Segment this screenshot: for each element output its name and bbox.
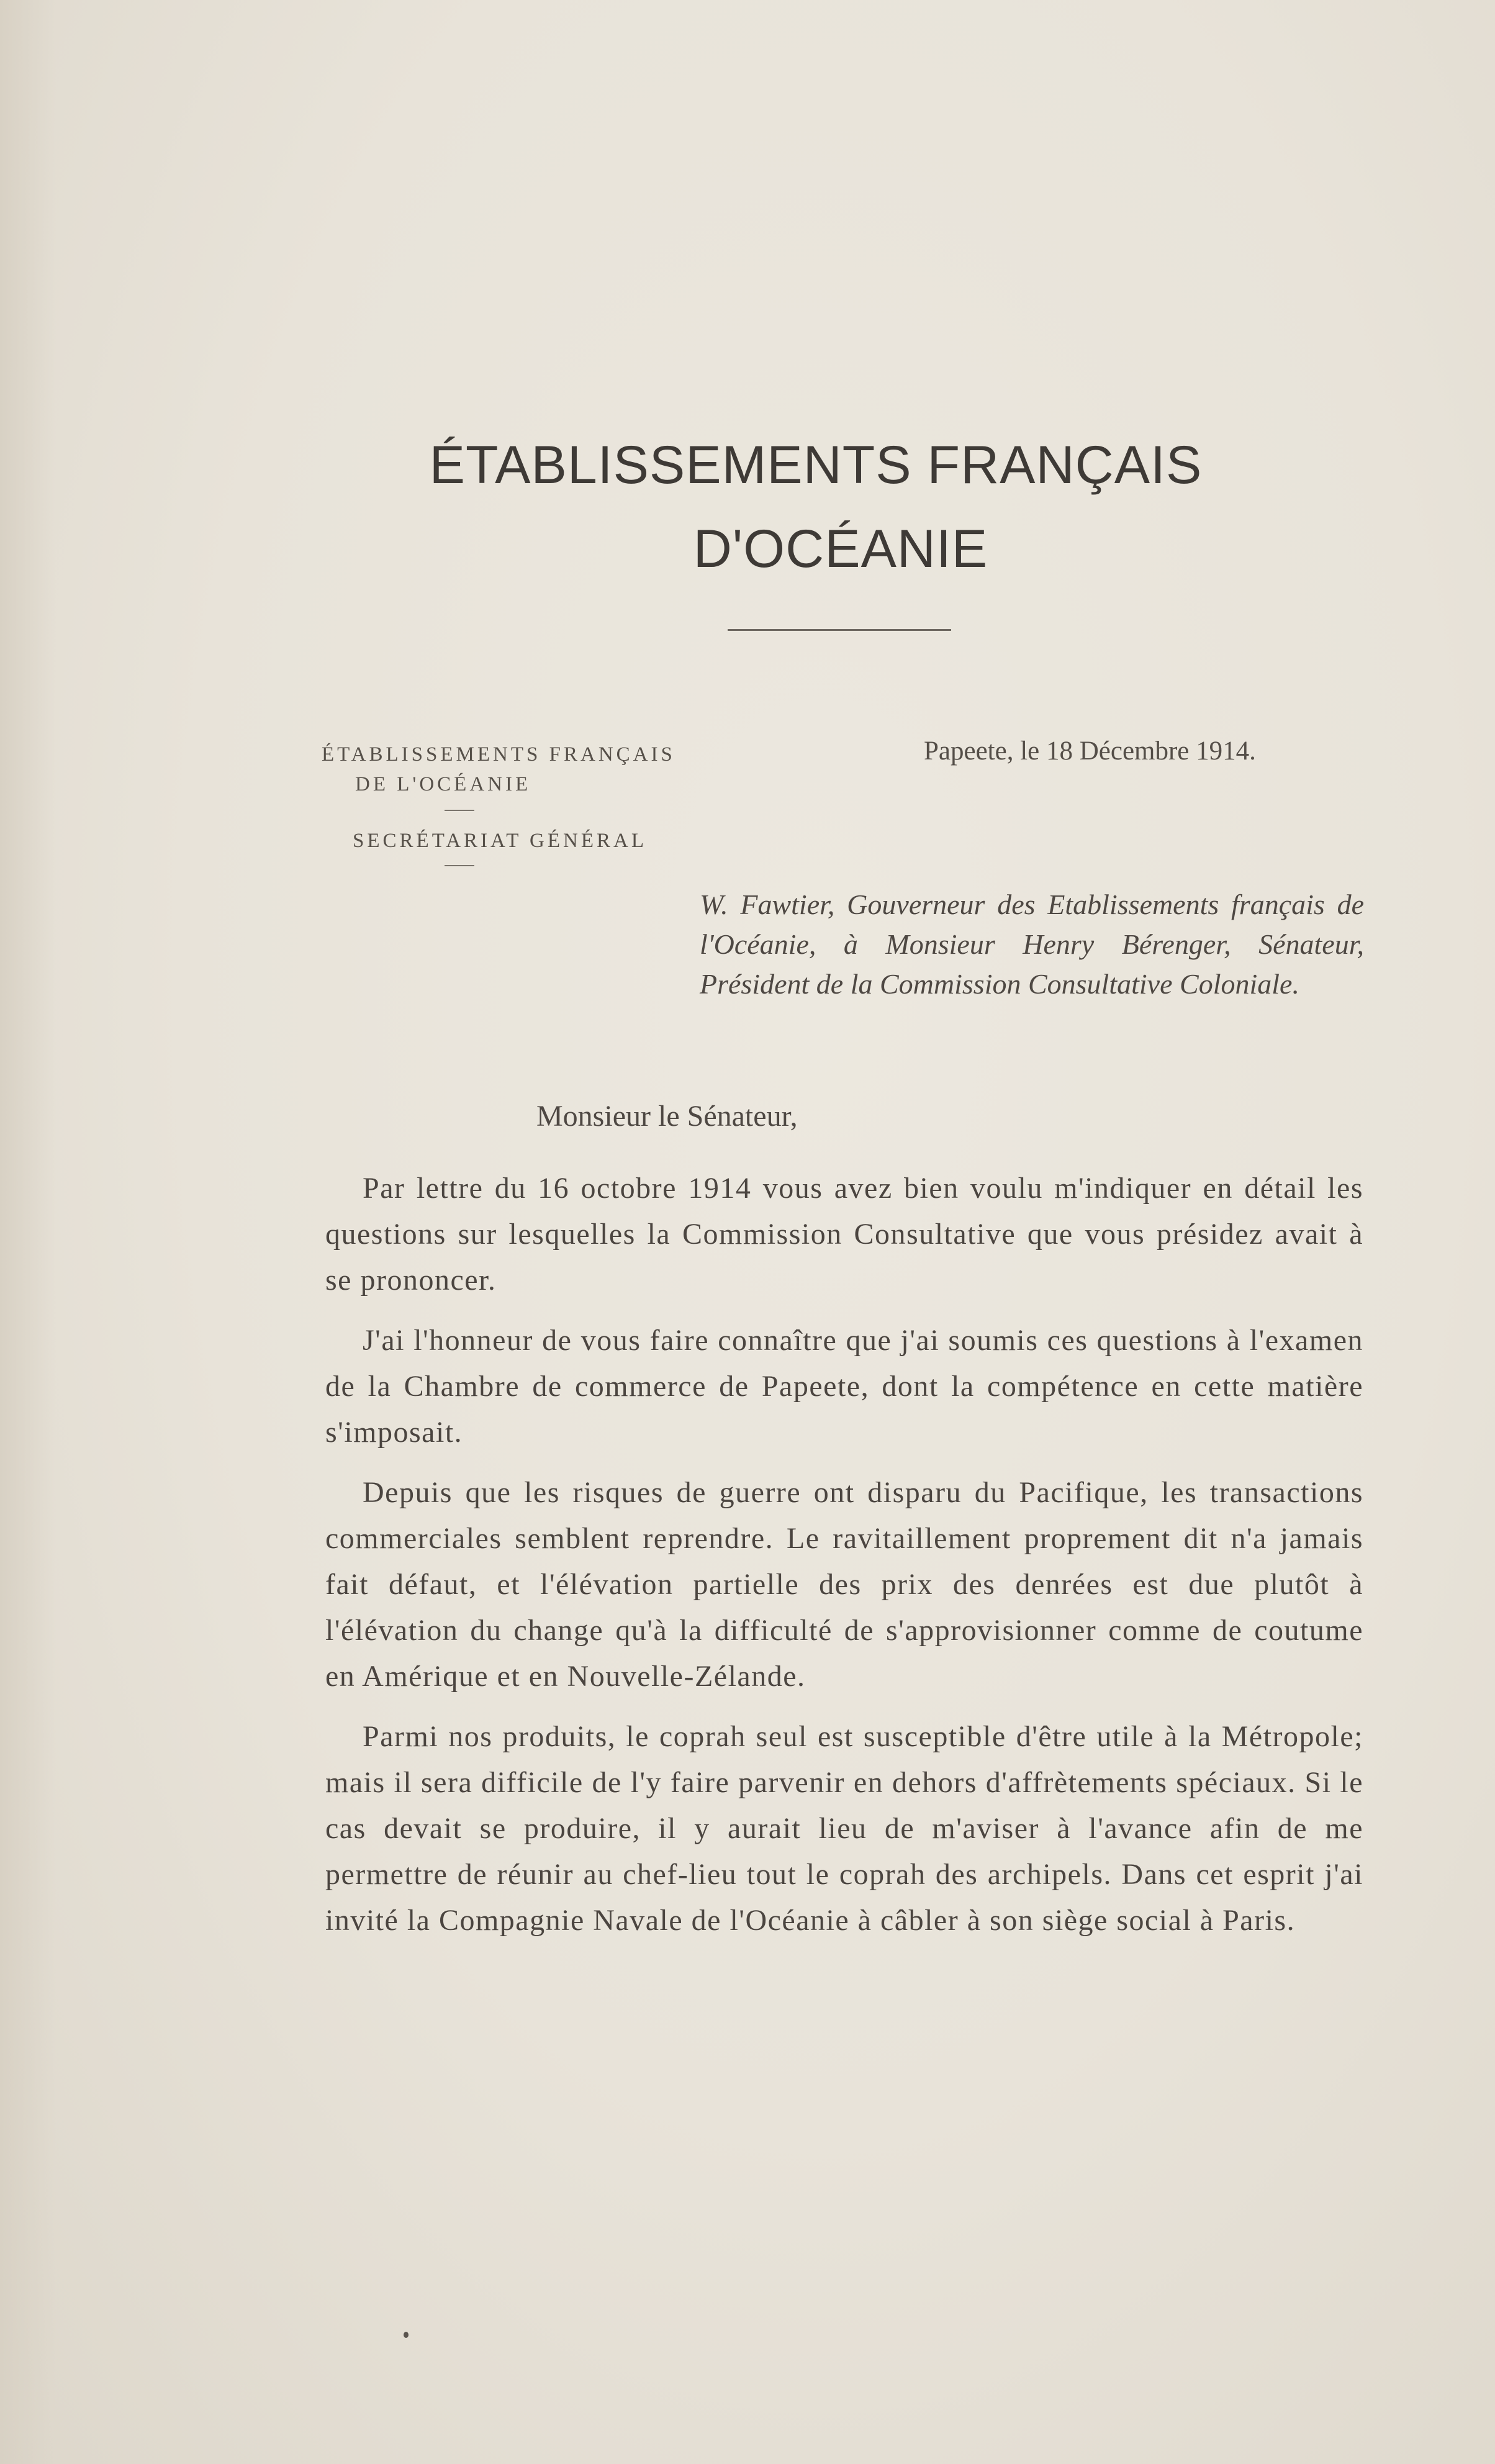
letter-salutation: Monsieur le Sénateur, <box>536 1100 798 1133</box>
paper-speck <box>404 2332 409 2338</box>
letter-address-block: W. Fawtier, Gouverneur des Etablissements français de l'Océanie, à Monsieur Henry Bérenger, Sénateur, Président de la Commission Consultative Coloniale. <box>700 889 1364 1000</box>
body-paragraph-1: Par lettre du 16 octobre 1914 vous avez bien voulu m'indiquer en détail les questions sur lesquelles la Commission Consultative que vous présidez avait à se prononcer. <box>325 1172 1363 1297</box>
letterhead-divider-1 <box>445 810 474 811</box>
letterhead-department: SECRÉTARIAT GÉNÉRAL <box>353 830 648 852</box>
body-paragraph-2: J'ai l'honneur de vous faire connaître que j'ai soumis ces questions à l'examen de la Chambre de commerce de Papeete, dont la compétence en cette matière s'imposait. <box>325 1324 1363 1449</box>
body-paragraph-4: Parmi nos produits, le coprah seul est susceptible d'être utile à la Métropole; mais il sera difficile de l'y faire parvenir en dehors d'affrètements spéciaux. Si le cas devait se produire, il y aurait lieu de m'aviser à l'avance afin de me permettre de réunir au chef-lieu tout le coprah des archipels. Dans cet esprit j'ai invité la Compagnie Navale de l'Océanie à câbler à son siège social à Paris. <box>325 1720 1363 1937</box>
document-title-line-2: D'OCÉANIE <box>693 519 988 579</box>
letterhead-line-1: ÉTABLISSEMENTS FRANÇAIS <box>322 743 675 766</box>
title-divider <box>728 629 951 631</box>
letter-body <box>325 1166 1363 1958</box>
letterhead-divider-2 <box>445 865 474 866</box>
body-paragraph-3: Depuis que les risques de guerre ont disparu du Pacifique, les transactions commerciales semblent reprendre. Le ravitaillement proprement dit n'a jamais fait défaut, et l'élévation partielle des prix des denrées est due plutôt à l'élévation du change qu'à la difficulté de s'approvisionner comme de coutume en Amérique et en Nouvelle-Zélande. <box>325 1476 1363 1693</box>
document-title-line-1: ÉTABLISSEMENTS FRANÇAIS <box>429 435 1203 495</box>
letterhead-line-2: DE L'OCÉANIE <box>355 773 531 795</box>
letter-dateline: Papeete, le 18 Décembre 1914. <box>924 736 1256 766</box>
page-spine-shadow <box>0 0 56 2464</box>
